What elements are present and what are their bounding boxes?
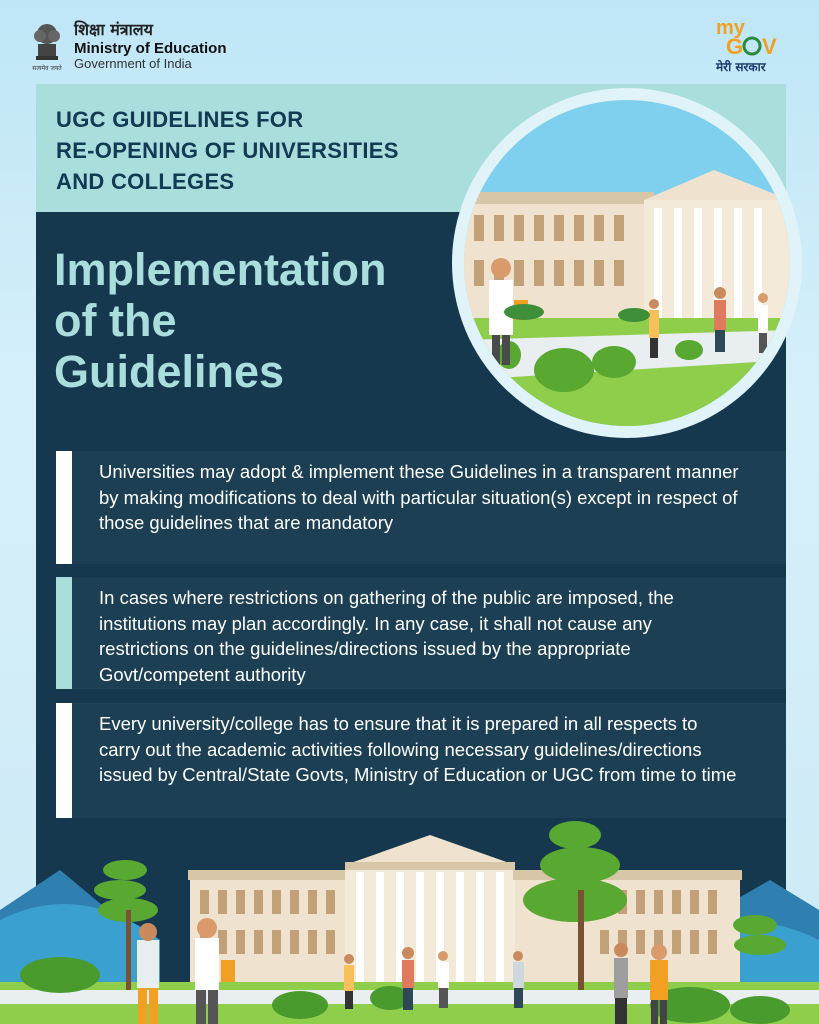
ministry-name: Ministry of Education (74, 40, 227, 57)
guideline-item (56, 703, 786, 818)
guideline-item (56, 577, 786, 689)
svg-text:G: G (726, 34, 744, 59)
guideline-text: In cases where restrictions on gathering of the public are imposed, the institutions may plan accordingly. In any case, it shall not cause any restrictions on the guidelines/directions issued by the appropriate Govt/competent authority (99, 587, 674, 685)
svg-text:V: V (762, 34, 777, 59)
emblem-motto: सत्यमेव जयते (32, 65, 62, 72)
section-heading (54, 244, 454, 397)
campus-illustration-circle (452, 88, 802, 438)
guideline-bar (56, 703, 72, 818)
heading-line: Guidelines (54, 346, 285, 397)
page-title (56, 104, 476, 197)
mygov-tagline: मेरी सरकार (716, 60, 766, 74)
title-line: UGC GUIDELINES FOR (56, 107, 304, 132)
guideline-item (56, 451, 786, 564)
campus-scene-illustration (0, 810, 819, 1024)
svg-text:my: my (716, 17, 745, 39)
national-emblem-icon (30, 14, 64, 74)
government-name: Government of India (74, 56, 192, 71)
title-line: RE-OPENING OF UNIVERSITIES (56, 138, 399, 163)
header (0, 0, 819, 80)
guideline-text: Every university/college has to ensure that it is prepared in all respects to carry out the academic activities following necessary guidelines/directions issued by Central/State Govts, Ministry of Education or UGC from time to time (99, 713, 737, 785)
guideline-text: Universities may adopt & implement these Guidelines in a transparent manner by making modifications to deal with particular situation(s) except in respect of those guidelines that are mandatory (99, 461, 739, 533)
title-line: AND COLLEGES (56, 169, 235, 194)
guideline-bar (56, 577, 72, 689)
heading-line: Implementation (54, 244, 387, 295)
heading-line: of the (54, 295, 177, 346)
university-building-illustration (464, 100, 790, 426)
ministry-name-hindi: शिक्षा मंत्रालय (74, 20, 153, 39)
guideline-bar (56, 451, 72, 564)
